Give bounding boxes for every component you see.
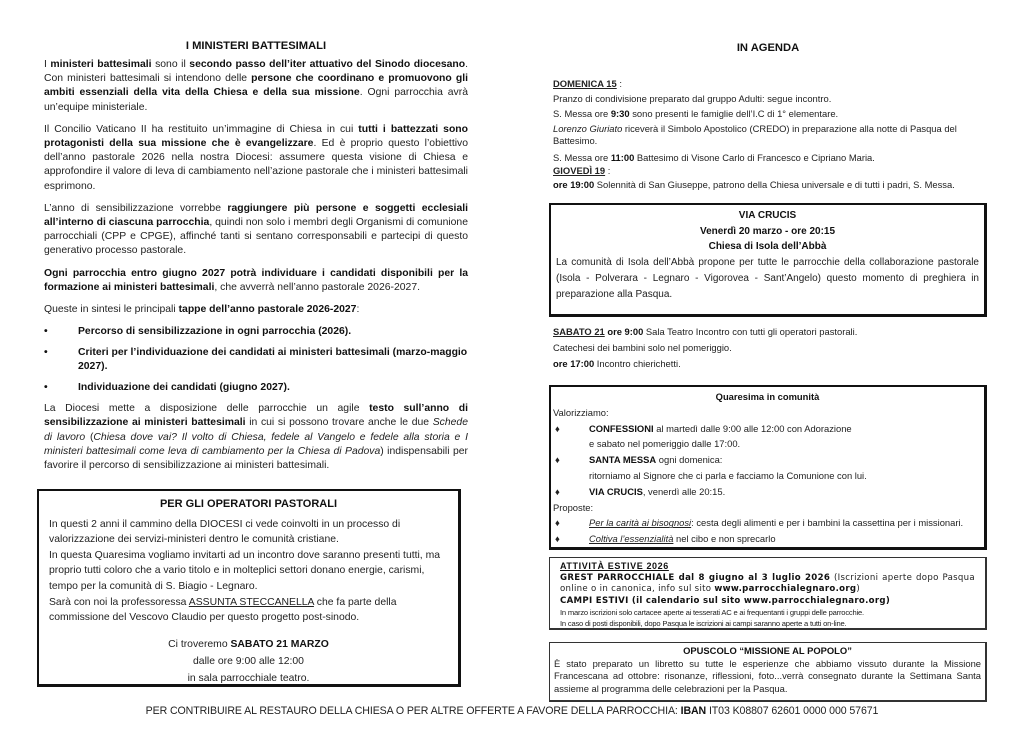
agenda-item: S. Messa ore 9:30 sono presenti le famiglie dell’I.C di 1° elementare.	[553, 108, 839, 120]
ministeri-paragraph-2: Il Concilio Vaticano II ha restituito un’immagine di Chiesa in cui tutti i battezzati sono protagonisti della sua missione che è evangelizzare. Ed è proprio questo l’obiettivo dell’anno pastorale 2026 nella nostra Diocesi: assumere questa visione di Chiesa e approfondire il valore di leva di cambiamento nell’azione pastorale che i ministeri battesimali esprimono.	[44, 123, 469, 192]
attivita-estive-box	[549, 557, 987, 630]
speaker-name: ASSUNTA STECCANELLA	[188, 596, 314, 608]
via-crucis-box	[549, 203, 987, 317]
quaresima-box	[549, 385, 987, 550]
ministeri-paragraph-4: Ogni parrocchia entro giugno 2027 potrà individuare i candidati disponibili per la formazione ai ministeri battesimali, che avverrà nell’anno pastorale 2026-2027.	[44, 267, 468, 293]
operatori-line-3: Sarà con noi la professoressa ASSUNTA STECCANELLA che fa parte della commissione del Vescovo Claudio per questo progetto post-sinodo.	[49, 596, 397, 624]
agenda-day-domenica: DOMENICA 15 :	[553, 78, 622, 89]
ministeri-paragraph-5: Queste in sintesi le principali tappe dell’anno pastorale 2026-2027:	[44, 304, 360, 316]
via-crucis-title: VIA CRUCIS	[738, 210, 797, 221]
quaresima-proposal: ♦ Per la carità ai bisognosi: cesta degli alimenti e per i bambini la cassettina per i missionari.	[553, 515, 982, 531]
sabato-agenda	[553, 324, 993, 372]
agenda-item: Pranzo di condivisione preparato dal gruppo Adulti: segue incontro.	[553, 93, 832, 105]
website-link[interactable]: www.parrocchialegnaro.org	[714, 584, 857, 594]
via-crucis-text: La comunità di Isola dell’Abbà propone per tutte le parrocchie della collaborazione pastorale (Isola - Polverara - Legnaro - Vigorovea - Sant’Angelo) questo momento di preghiera in preparazione alla Pasqua.	[556, 256, 979, 300]
ministeri-paragraph-6: La Diocesi mette a disposizione delle parrocchie un agile testo sull’anno di sensibilizzazione ai ministeri battesimali in cui si possono trovare anche le due Schede di lavoro (Chiesa dove vai? Il volto di Chiesa, fedele al Vangelo e fedele alla storia e I ministeri battesimali come leva di cambiamento per la Chiesa di Padova) indispensabili per favorire il percorso di sensibilizzazione ai ministeri battesimali.	[44, 403, 468, 472]
ministeri-paragraph-3: L’anno di sensibilizzazione vorrebbe raggiungere più persone e soggetti ecclesiali all’interno di ciascuna parrocchia, quindi non solo i membri degli Organismi di comunione parrocchiali (CPP e CPGE), affinché tanti si sentano corresponsabili e partecipi di questo generativo processo pastorale.	[44, 202, 468, 257]
operatori-line-2: In questa Quaresima vogliamo invitarti ad un incontro dove saranno presenti tutti, ma proprio tutti coloro che a vario titolo e in molteplici settori donano energie, carismi, tempo per la comunità di S. Biagio - Legnaro.	[49, 549, 441, 592]
agenda-item: Lorenzo Giuriato riceverà il Simbolo Apostolico (CREDO) in preparazione alla notte di Pasqua del Battesimo.	[553, 122, 957, 147]
quaresima-label-proposte: Proposte:	[553, 501, 594, 513]
opuscolo-title: OPUSCOLO “MISSIONE AL POPOLO”	[683, 645, 852, 656]
campi-note-2: In caso di posti disponibili, dopo Pasqua le iscrizioni ai campi saranno aperte a tutti on-line.	[560, 619, 847, 628]
agenda-item: S. Messa ore 11:00 Battesimo di Visone Carlo di Francesco e Cipriano Maria.	[553, 151, 875, 163]
ministeri-paragraph-1: I ministeri battesimali sono il secondo passo dell’iter attuativo del Sinodo diocesano. Con ministeri battesimali si intendono delle persone che coordinano e promuovono gli ambiti essenziali della vita della Chiesa e della sua missione. Ogni parrocchia avrà un’equipe ministeriale.	[44, 59, 468, 113]
quaresima-title: Quaresima in comunità	[715, 391, 820, 402]
diamond-bullet-icon: ♦	[555, 517, 560, 529]
agenda-item: SABATO 21 ore 9:00 Sala Teatro Incontro con tutti gli operatori pastorali.	[553, 326, 858, 337]
quaresima-item: ♦ VIA CRUCIS, venerdì alle 20:15.	[553, 484, 982, 500]
quaresima-item: ♦ CONFESSIONI al martedì dalle 9:00 alle 12:00 con Adorazione e sabato nel pomeriggio dalle 17:00.	[555, 422, 852, 450]
opuscolo-text: È stato preparato un libretto su tutte le esperienze che abbiamo vissuto durante la Missione Francescana ad ottobre: risonanze, riflessioni, foto...verrà consegnato durante la Settimana Santa assieme al programma delle celebrazioni per la Pasqua.	[554, 657, 981, 694]
agenda-day-giovedi: GIOVEDÌ 19 :	[553, 165, 611, 176]
agenda-list	[553, 76, 993, 192]
quaresima-item: ♦ SANTA MESSA ogni domenica: ritorniamo al Signore che ci parla e facciamo la Comunione con lui.	[555, 454, 867, 481]
operatori-title: PER GLI OPERATORI PASTORALI	[159, 498, 338, 510]
via-crucis-when: Venerdì 20 marzo - ore 20:15	[699, 225, 836, 237]
tappe-list-item: • Percorso di sensibilizzazione in ogni parrocchia (2026).	[44, 326, 352, 338]
operatori-box	[37, 489, 461, 687]
campi-note-1: In marzo iscrizioni solo cartacee aperte ai tesserati AC e ai frequentanti i gruppi delle parrocchie.	[560, 608, 864, 617]
ministeri-section	[44, 40, 468, 481]
ministeri-title: I MINISTERI BATTESIMALI	[185, 40, 327, 52]
bullet-icon: •	[44, 382, 48, 394]
operatori-meeting-info: Ci troveremo SABATO 21 MARZO dalle ore 9:00 alle 12:00 in sala parrocchiale teatro.	[168, 638, 329, 684]
operatori-line-1: In questi 2 anni il cammino della DIOCESI ci vede coinvolti in un processo di valorizzazione dei servizi-ministeri dentro le comunità cristiane.	[49, 518, 401, 546]
footer-iban: PER CONTRIBUIRE AL RESTAURO DELLA CHIESA O PER ALTRE OFFERTE A FAVORE DELLA PARROCCHIA: IBAN IT03 K08807 62601 0000 000 57671	[145, 705, 879, 717]
agenda-item: ore 19:00 Solennità di San Giuseppe, patrono della Chiesa universale e di tutti i padri, S. Messa.	[553, 179, 955, 190]
attivita-estive-title: ATTIVITÀ ESTIVE 2026	[560, 561, 669, 571]
campi-info: CAMPI ESTIVI (il calendario sul sito www.parrocchialegnaro.org)	[560, 595, 891, 606]
agenda-item: ore 17:00 Incontro chierichetti.	[553, 358, 681, 369]
grest-info: GREST PARROCCHIALE dal 8 giugno al 3 luglio 2026 (Iscrizioni aperte dopo Pasqua online o in canonica, info sul sito www.parrocchialegnaro.org)	[560, 572, 975, 594]
tappe-list	[44, 325, 468, 395]
tappe-list-item: • Individuazione dei candidati (giugno 2027).	[44, 382, 290, 394]
opuscolo-box	[549, 642, 987, 702]
bullet-icon: •	[44, 347, 48, 359]
iban-code: IT03 K08807 62601 0000 000 57671	[706, 705, 879, 717]
via-crucis-where: Chiesa di Isola dell’Abbà	[708, 241, 827, 253]
diamond-bullet-icon: ♦	[555, 533, 560, 545]
agenda-item: Catechesi dei bambini solo nel pomeriggio.	[553, 342, 732, 353]
quaresima-label-valorizziamo: Valorizziamo:	[553, 406, 609, 418]
diamond-bullet-icon: ♦	[555, 485, 560, 497]
quaresima-proposal: ♦ Coltiva l’essenzialità nel cibo e non sprecarlo	[553, 531, 982, 547]
tappe-list-item: • Criteri per l’individuazione dei candidati ai ministeri battesimali (marzo-maggio 2027).	[44, 347, 468, 373]
bullet-icon: •	[44, 326, 48, 338]
diamond-bullet-icon: ♦	[555, 422, 560, 434]
diamond-bullet-icon: ♦	[555, 454, 560, 466]
agenda-title: IN AGENDA	[736, 42, 800, 54]
